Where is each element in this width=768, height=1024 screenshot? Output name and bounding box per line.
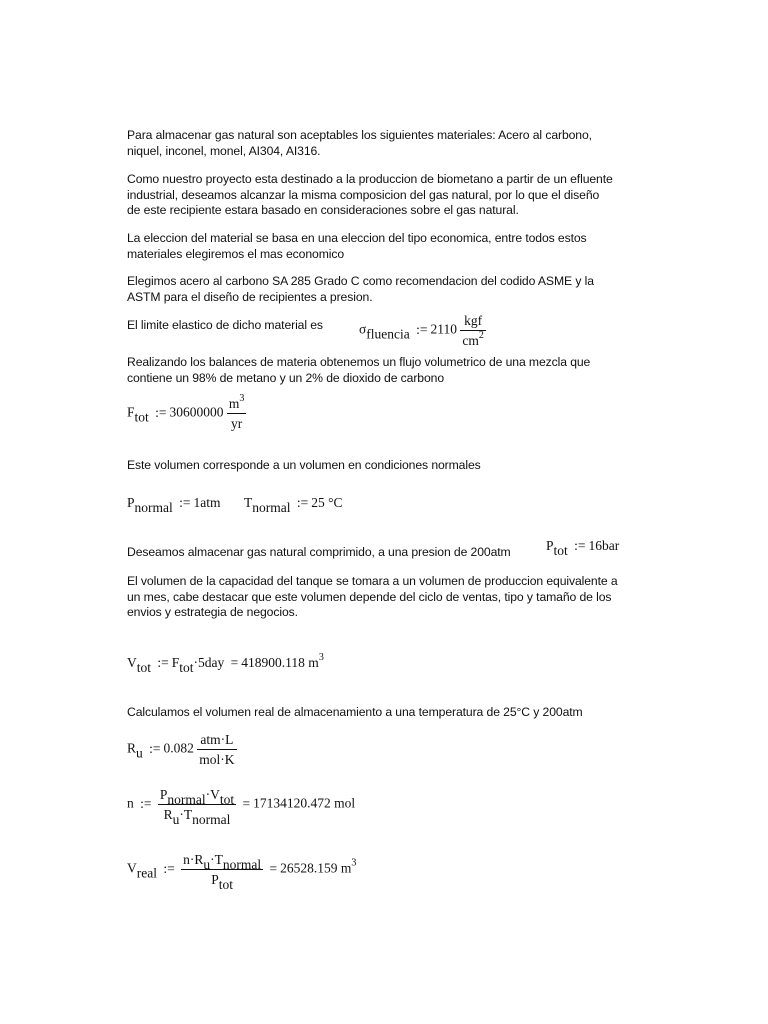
equation-vreal xyxy=(127,852,357,892)
math-value: 30600000 xyxy=(169,404,224,420)
fraction-denominator: $R_u\cdot T_{normal}$ xyxy=(163,806,231,827)
math-subscript: tot xyxy=(179,660,194,675)
math-symbol: P xyxy=(127,495,135,510)
paragraph-steel-choice xyxy=(127,274,627,305)
text-line: Para almacenar gas natural son aceptables los siguientes materiales: Acero al carbono, xyxy=(127,128,592,142)
paragraph-real-volume xyxy=(127,705,627,721)
paragraph-material-choice xyxy=(127,231,627,262)
math-value: 25 °C xyxy=(311,495,343,510)
math-result: 26528.159 xyxy=(280,860,338,876)
fraction-numerator: $n\cdot R_u\cdot T_{normal}$ xyxy=(183,852,262,872)
math-operator: := xyxy=(574,538,586,553)
math-subscript: normal xyxy=(252,500,291,515)
equation-pnormal xyxy=(127,495,221,515)
math-symbol: n xyxy=(127,795,134,811)
math-value: 1atm xyxy=(193,495,221,510)
math-symbol: σ xyxy=(359,321,367,337)
equation-ptot xyxy=(546,538,620,558)
math-subscript: normal xyxy=(222,857,262,872)
math-unit: m xyxy=(308,655,319,670)
math-symbol: V xyxy=(127,860,137,876)
math-operator: := xyxy=(416,321,428,337)
paragraph-materials xyxy=(127,128,627,159)
math-subscript: u xyxy=(203,857,211,872)
text-line: materiales elegiremos el mas economico xyxy=(127,246,345,261)
math-unit: cm xyxy=(462,332,479,348)
math-value: 16bar xyxy=(588,538,620,553)
math-symbol: T xyxy=(183,806,193,822)
math-exponent: 2 xyxy=(478,329,484,341)
math-exponent: 3 xyxy=(351,857,357,869)
text-line: envios y estrategia de negocios. xyxy=(127,605,298,619)
fraction-numerator xyxy=(227,393,247,414)
text-line: niquel, inconel, monel, AI304, AI316. xyxy=(127,143,321,158)
fraction-denominator: yr xyxy=(231,415,243,431)
math-value: 0.082 xyxy=(163,740,194,756)
text-line: Como nuestro proyecto esta destinado a la produccion de biometano a partir de un efluente xyxy=(127,172,613,186)
math-value: 2110 xyxy=(430,321,458,337)
math-symbol: P xyxy=(159,787,168,802)
math-unit: m xyxy=(340,860,352,876)
text-line: Este volumen corresponde a un volumen en condiciones normales xyxy=(127,458,481,472)
math-subscript: normal xyxy=(167,792,206,807)
math-operator: = xyxy=(242,795,251,811)
math-value: ·5day xyxy=(193,655,225,670)
paragraph-tank-capacity xyxy=(127,574,627,621)
math-symbol: P xyxy=(546,538,554,553)
math-operator: := xyxy=(155,404,167,420)
math-operator: = xyxy=(269,860,278,876)
math-result: 17134120.472 xyxy=(253,795,331,811)
math-subscript: tot xyxy=(134,409,149,425)
paragraph-mass-balance xyxy=(127,355,627,386)
text-line: El volumen de la capacidad del tanque se tomara a un volumen de produccion equivalente a xyxy=(127,574,618,588)
math-operator: := xyxy=(149,740,161,756)
text-line: industrial, deseamos alcanzar la misma composicion del gas natural, por lo que el diseño xyxy=(127,187,600,202)
math-operator: := xyxy=(179,495,191,510)
paragraph-normal-conditions xyxy=(127,458,627,474)
text-line: Realizando los balances de materia obtenemos un flujo volumetrico de una mezcla que xyxy=(127,355,591,369)
math-fraction xyxy=(197,733,236,766)
math-symbol: F xyxy=(127,404,135,420)
math-symbol: R xyxy=(163,806,173,822)
math-result: 418900.118 xyxy=(241,655,305,670)
text-line: Deseamos almacenar gas natural comprimido, a una presion de 200atm xyxy=(127,545,511,559)
equation-ru xyxy=(127,733,237,766)
text-line: Elegimos acero al carbono SA 285 Grado C como recomendacion del codido ASME y la xyxy=(127,274,594,288)
math-exponent: 3 xyxy=(239,393,245,404)
math-symbol: F xyxy=(171,655,180,670)
text-line: un mes, cabe destacar que este volumen depende del ciclo de ventas, tipo y tamaño de los xyxy=(127,589,612,604)
math-subscript: u xyxy=(136,745,143,761)
fraction-denominator xyxy=(460,331,486,348)
math-exponent: 3 xyxy=(318,652,324,663)
math-subscript: u xyxy=(172,811,180,827)
text-line: contiene un 98% de metano y un 2% de dioxido de carbono xyxy=(127,370,445,385)
text-line: de este recipiente estara basado en consideraciones sobre el gas natural. xyxy=(127,203,519,217)
text-line: La eleccion del material se basa en una eleccion del tipo economica, entre todos estos xyxy=(127,231,587,245)
math-operator: := xyxy=(163,860,175,876)
math-fraction xyxy=(181,852,263,892)
equation-ftot xyxy=(127,393,246,431)
paragraph-project xyxy=(127,172,627,219)
math-subscript: tot xyxy=(136,660,152,675)
equation-tnormal xyxy=(244,495,343,515)
math-subscript: tot xyxy=(219,792,235,807)
math-symbol: n·R xyxy=(183,852,204,867)
text-line: ASTM para el diseño de recipientes a presion. xyxy=(127,289,373,304)
equation-n xyxy=(127,787,356,827)
equation-sigma-fluencia xyxy=(359,314,486,347)
math-fraction xyxy=(460,314,486,347)
math-subscript: normal xyxy=(192,811,231,827)
fraction-numerator: kgf xyxy=(460,314,486,331)
math-fraction xyxy=(227,393,247,431)
math-symbol: R xyxy=(127,740,137,756)
math-symbol: P xyxy=(211,871,219,887)
text-line: Calculamos el volumen real de almacenamiento a una temperatura de 25°C y 200atm xyxy=(127,705,583,719)
fraction-denominator: mol·K xyxy=(199,751,235,767)
math-operator: = xyxy=(230,655,239,670)
math-subscript: tot xyxy=(553,543,568,558)
math-symbol: T xyxy=(244,495,253,510)
math-symbol: T xyxy=(214,852,223,867)
math-subscript: real xyxy=(136,865,157,881)
math-fraction xyxy=(158,787,236,827)
fraction-numerator: atm·L xyxy=(197,733,236,750)
math-subscript: normal xyxy=(134,500,173,515)
math-operator: := xyxy=(157,655,169,670)
math-subscript: tot xyxy=(218,876,233,892)
math-unit: mol xyxy=(334,795,356,811)
equation-vtot xyxy=(127,652,324,675)
math-operator: := xyxy=(140,795,152,811)
math-operator: := xyxy=(296,495,309,510)
math-symbol: V xyxy=(210,787,220,802)
math-symbol: V xyxy=(127,655,137,670)
fraction-numerator: $P_{normal}\cdot V_{tot}$ xyxy=(159,787,235,807)
math-subscript: fluencia xyxy=(366,326,410,342)
text-line: El limite elastico de dicho material es xyxy=(127,318,323,332)
math-unit: m xyxy=(228,396,240,411)
